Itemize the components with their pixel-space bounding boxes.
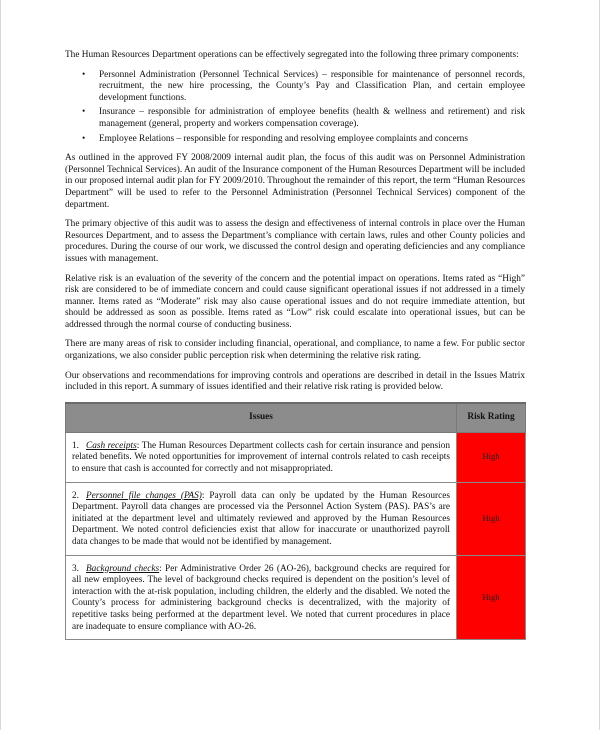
objective-paragraph: The primary objective of this audit was to assess the design and effectiveness of internal controls in place over the Human Resources Department, and to assess the Department’s compliance with certain laws, rules and other County policies and procedures. During the course of our work, we discussed the control design and operating deficiencies and any compliance issues with management.	[65, 219, 525, 264]
issue-number: 1.	[72, 440, 79, 451]
issues-table	[65, 402, 526, 640]
issue-text: : The Human Resources Department collects cash for certain insurance and pension related benefits. We noted opportunities for improvement of internal controls related to cash receipts to ensure that cash is accounted for correctly and not misappropriated.	[72, 440, 451, 475]
table-row	[66, 482, 526, 555]
areas-of-risk-paragraph: There are many areas of risk to consider including financial, operational, and compliance, to name a few. For public sector organizations, we also consider public perception risk when determining the relative risk rating.	[65, 339, 525, 362]
document-body	[65, 50, 525, 640]
issue-cell	[66, 555, 457, 640]
list-item: • Employee Relations – responsible for responding and resolving employee complaints and concerns	[99, 134, 525, 146]
issue-label: Personnel file changes (PAS)	[86, 490, 202, 501]
observations-paragraph: Our observations and recommendations for improving controls and operations are described in detail in the Issues Matrix included in this report. A summary of issues identified and their relative risk rating is provided below.	[65, 370, 525, 393]
issue-cell	[66, 482, 457, 555]
audit-plan-paragraph: As outlined in the approved FY 2008/2009 internal audit plan, the focus of this audit was on Personnel Administration (Personnel Technical Services). An audit of the Insurance component of the Human Resources Department will be included in our proposed internal audit plan for FY 2009/2010. Throughout the remainder of this report, the term “Human Resources Department” will be used to refer to the Personnel Administration (Personnel Technical Services) component of the department.	[65, 153, 525, 210]
components-list	[65, 70, 525, 146]
list-item: • Insurance – responsible for administration of employee benefits (health & wellness and retirement) and risk management (general, property and workers compensation coverage).	[99, 107, 525, 130]
issue-label: Cash receipts	[86, 440, 137, 451]
issue-text: : Per Administrative Order 26 (AO-26), background checks are required for all new employees. The level of background checks required is dependent on the position’s level of interaction with the at-risk population, including children, the elderly and the disabled. We noted the County’s process for administering background checks is decentralized, with the majority of repetitive tasks being performed at the department level. We noted that current procedures in place are inadequate to ensure compliance with AO-26.	[72, 563, 450, 632]
table-row	[66, 555, 526, 640]
intro-paragraph: The Human Resources Department operations can be effectively segregated into the following three primary components:	[65, 50, 519, 60]
risk-rating-cell: High	[457, 555, 526, 640]
issue-number: 3.	[72, 563, 79, 574]
issue-text: : Payroll data can only be updated by the Human Resources Department. Payroll data changes are processed via the Personnel Action System (PAS). PAS’s are initiated at the department level and ultimately reviewed and approved by the Human Resources Department. We noted control deficiencies exist that allow for inaccurate or unauthorized payroll data changes to be made that would not be identified by management.	[72, 490, 450, 547]
risk-rating-cell: High	[457, 482, 526, 555]
risk-rating-header: Risk Rating	[457, 403, 526, 433]
relative-risk-paragraph: Relative risk is an evaluation of the severity of the concern and the potential impact on operations. Items rated as “High” risk are considered to be of immediate concern and could cause significant operational issues if not addressed in a timely manner. Items rated as “Moderate” risk may also cause operational issues and do not require immediate attention, but should be addressed as soon as possible. Items rated as “Low” risk could escalate into operational issues, but can be addressed through the normal course of conducting business.	[65, 273, 525, 330]
issue-label: Background checks	[86, 563, 160, 574]
table-row	[66, 432, 526, 482]
issues-header: Issues	[66, 403, 457, 433]
issue-number: 2.	[72, 490, 79, 501]
issue-cell	[66, 432, 457, 482]
list-item: • Personnel Administration (Personnel Technical Services) – responsible for maintenance of personnel records, recruitment, the new hire processing, the County’s Pay and Classification Plan, and certain employee development functions.	[99, 70, 525, 105]
table-header-row	[66, 403, 526, 433]
risk-rating-cell: High	[457, 432, 526, 482]
